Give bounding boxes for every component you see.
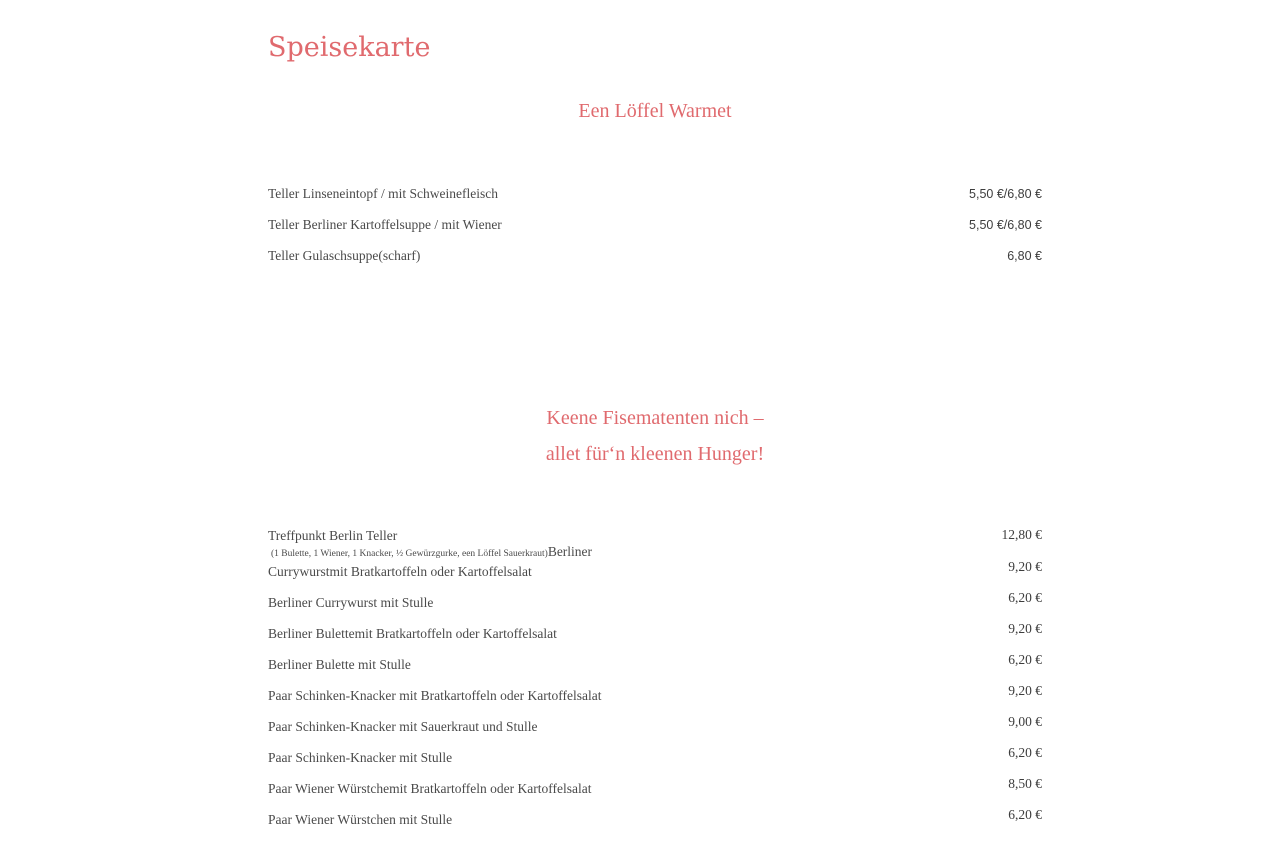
menu-item-name: Paar Schinken-Knacker mit Sauerkraut und Stulle (268, 719, 538, 734)
menu-item-price: 12,80 € (1001, 527, 1042, 542)
menu-item-price: 5,50 €/6,80 € (969, 187, 1042, 201)
menu-item (268, 247, 1042, 278)
menu-item-name: Berliner Currywurst mit Stulle (268, 595, 434, 610)
menu-item-price: 9,20 € (1008, 621, 1042, 636)
menu-item (268, 527, 1042, 559)
section-heading-snacks (268, 400, 1042, 472)
menu-list-warm (268, 185, 1042, 278)
menu-item-price: 8,50 € (1008, 776, 1042, 791)
menu-item (268, 652, 1042, 687)
menu-item (268, 590, 1042, 625)
menu-item-price: 6,80 € (1007, 249, 1042, 263)
menu-item (268, 683, 1042, 718)
menu-item-price: 5,50 €/6,80 € (969, 218, 1042, 232)
menu-item-price: 9,00 € (1008, 714, 1042, 729)
menu-item-price: 6,20 € (1008, 745, 1042, 760)
menu-item-price: 6,20 € (1008, 590, 1042, 605)
page-title: Speisekarte (268, 32, 431, 63)
menu-item (268, 807, 1042, 842)
menu-item (268, 745, 1042, 780)
menu-item (268, 714, 1042, 749)
menu-item (268, 216, 1042, 247)
menu-item-name: Teller Linseneintopf / mit Schweinefleisch (268, 186, 498, 201)
menu-item-name: Teller Gulaschsuppe(scharf) (268, 248, 421, 263)
menu-item (268, 621, 1042, 656)
section-heading-warm: Een Löffel Warmet (578, 100, 732, 122)
menu-item-name: Berliner Bulette mit Stulle (268, 657, 411, 672)
menu-item-name: Currywurstmit Bratkartoffeln oder Kartoffelsalat (268, 564, 532, 579)
menu-item (268, 776, 1042, 811)
menu-item-name: Paar Schinken-Knacker mit Bratkartoffeln oder Kartoffelsalat (268, 688, 602, 703)
menu-list-snacks (268, 527, 1042, 842)
menu-item-name: Paar Wiener Würstchemit Bratkartoffeln oder Kartoffelsalat (268, 781, 592, 796)
menu-item (268, 554, 1042, 594)
menu-item (268, 185, 1042, 216)
menu-item-price: 6,20 € (1008, 652, 1042, 667)
menu-item-price: 6,20 € (1008, 807, 1042, 822)
menu-item-name: Berliner Bulettemit Bratkartoffeln oder Kartoffelsalat (268, 626, 557, 641)
menu-item-name: Paar Schinken-Knacker mit Stulle (268, 750, 453, 765)
menu-item-price: 9,20 € (1008, 559, 1042, 574)
menu-item-price: 9,20 € (1008, 683, 1042, 698)
section-heading-line: Keene Fisematenten nich – (546, 407, 764, 429)
menu-item-note-tail: Berliner (547, 544, 593, 559)
section-heading-line: allet für‘n kleenen Hunger! (545, 443, 765, 465)
menu-item-name: Teller Berliner Kartoffelsuppe / mit Wiener (268, 217, 502, 232)
menu-item-name: Treffpunkt Berlin Teller (268, 528, 398, 543)
menu-item-note-text: (1 Bulette, 1 Wiener, 1 Knacker, ½ Gewürzgurke, een Löffel Sauerkraut) (271, 549, 548, 559)
menu-item-name: Paar Wiener Würstchen mit Stulle (268, 812, 453, 827)
